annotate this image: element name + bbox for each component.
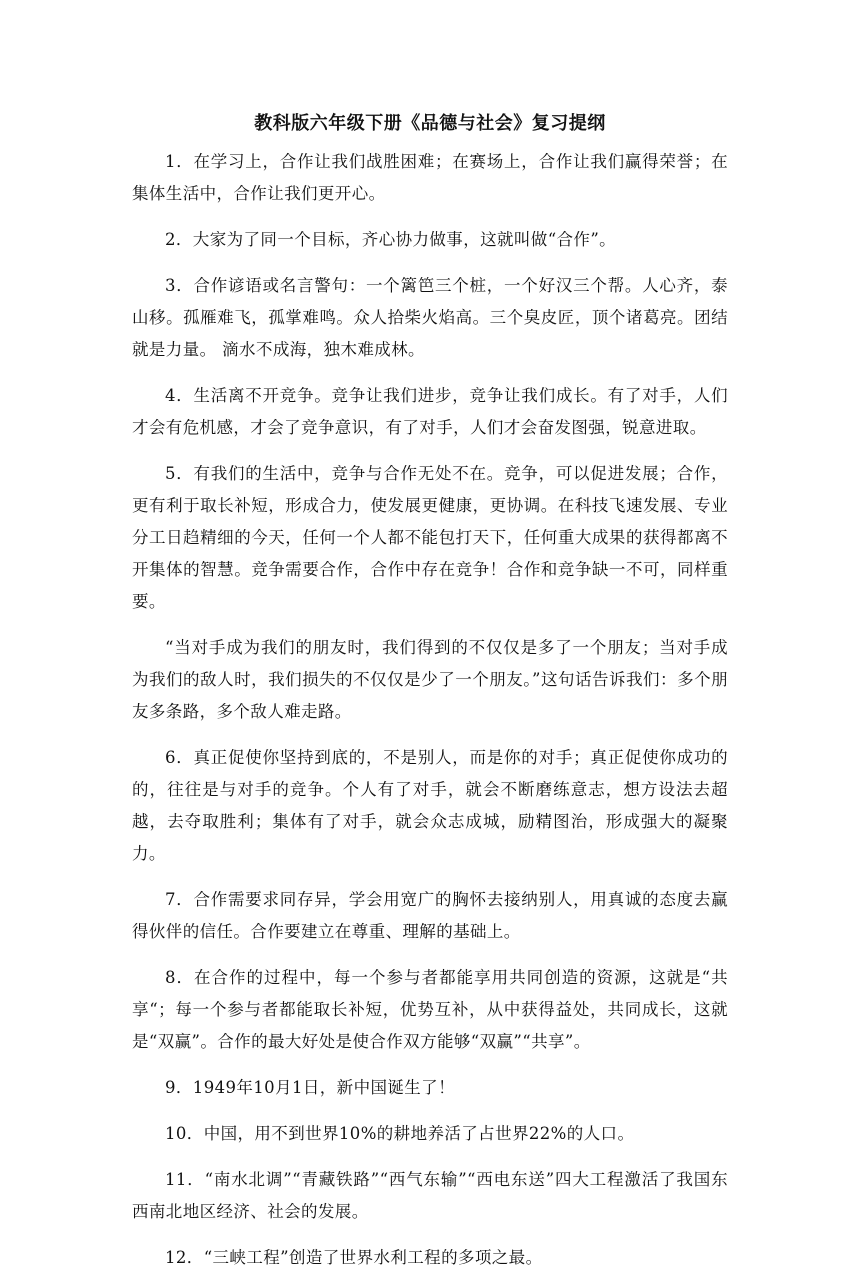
paragraph-12: 12．“三峡工程”创造了世界水利工程的多项之最。 (165, 1248, 543, 1267)
document-title: 教科版六年级下册《品德与社会》复习提纲 (254, 113, 606, 134)
paragraph-11: 11．“南水北调”“青藏铁路”“西气东输”“西电东送”四大工程激活了我国东西南北地区经济、社会的发展。 (132, 1170, 728, 1221)
paragraph-3: 3．合作谚语或名言警句：一个篱笆三个桩，一个好汉三个帮。人心齐，泰山移。孤雁难飞，孤掌难鸣。众人拾柴火焰高。三个臭皮匠，顶个诸葛亮。团结就是力量。 滴水不成海，独木难成林。 (132, 276, 728, 359)
paragraph-1: 1．在学习上，合作让我们战胜困难；在赛场上，合作让我们赢得荣誉；在集体生活中，合作让我们更开心。 (132, 152, 728, 203)
paragraph-10: 10．中国，用不到世界10%的耕地养活了占世界22%的人口。 (165, 1124, 635, 1143)
paragraph-quote: “当对手成为我们的朋友时，我们得到的不仅仅是多了一个朋友；当对手成为我们的敌人时，我们损失的不仅仅是少了一个朋友。”这句话告诉我们：多个朋友多条路，多个敌人难走路。 (132, 638, 728, 721)
document-body (132, 146, 728, 1288)
paragraph-2: 2．大家为了同一个目标，齐心协力做事，这就叫做“合作”。 (165, 230, 617, 249)
paragraph-9: 9．1949年10月1日，新中国诞生了！ (165, 1078, 455, 1097)
paragraph-7: 7．合作需要求同存异，学会用宽广的胸怀去接纳别人，用真诚的态度去赢得伙伴的信任。合作要建立在尊重、理解的基础上。 (132, 890, 728, 941)
paragraph-8: 8．在合作的过程中，每一个参与者都能享用共同创造的资源，这就是“共享“；每一个参与者都能取长补短，优势互补，从中获得益处，共同成长，这就是“双赢”。合作的最大好处是使合作双方能够“双赢”“共享”。 (132, 968, 728, 1051)
paragraph-6: 6．真正促使你坚持到底的，不是别人，而是你的对手；真正促使你成功的的，往往是与对手的竞争。个人有了对手，就会不断磨练意志，想方设法去超越，去夺取胜利；集体有了对手，就会众志成城，励精图治，形成强大的凝聚力。 (132, 748, 728, 863)
paragraph-5: 5．有我们的生活中，竞争与合作无处不在。竞争，可以促进发展；合作，更有利于取长补短，形成合力，使发展更健康，更协调。在科技飞速发展、专业分工日趋精细的今天，任何一个人都不能包打天下，任何重大成果的获得都离不开集体的智慧。竞争需要合作，合作中存在竞争！合作和竞争缺一不可，同样重要。 (132, 464, 728, 611)
paragraph-4: 4．生活离不开竞争。竞争让我们进步，竞争让我们成长。有了对手，人们才会有危机感，才会了竞争意识，有了对手，人们才会奋发图强，锐意进取。 (132, 386, 728, 437)
